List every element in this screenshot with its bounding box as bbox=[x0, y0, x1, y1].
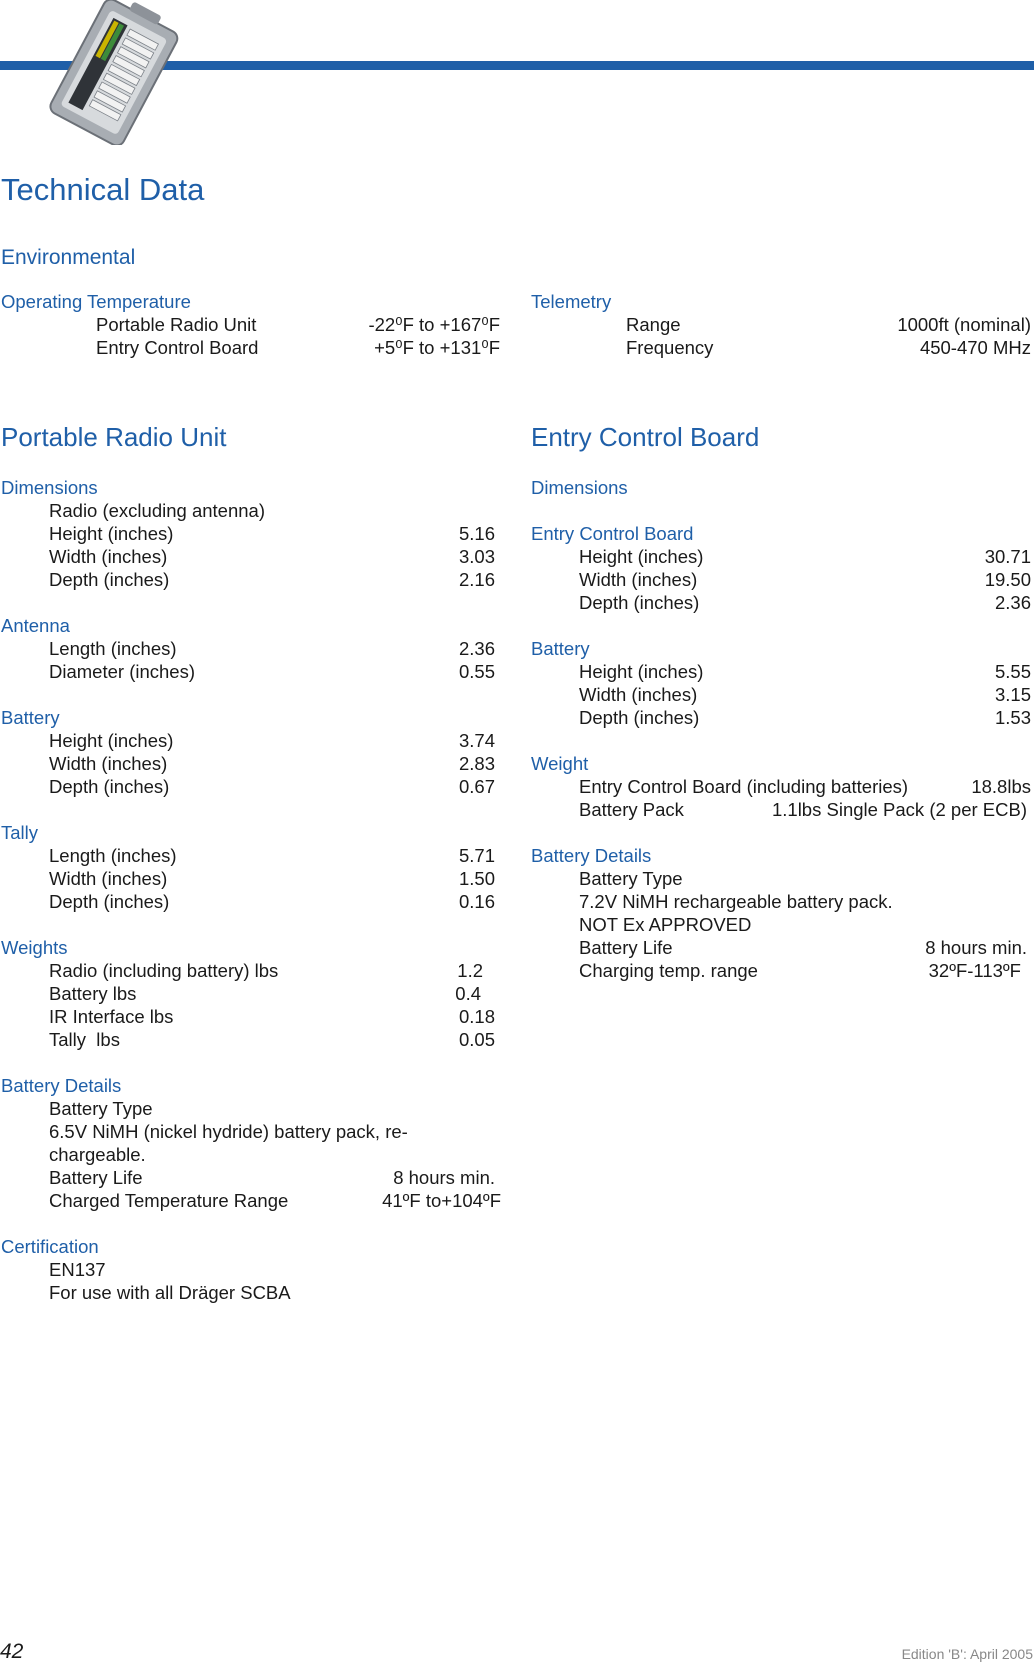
spec-row bbox=[1, 637, 495, 660]
spec-row bbox=[531, 798, 1031, 821]
spec-value: 1.53 bbox=[994, 707, 1031, 728]
spec-row bbox=[531, 936, 1031, 959]
spec-label: Charging temp. range bbox=[579, 960, 758, 981]
weight-title: Weight bbox=[531, 753, 589, 774]
spec-row bbox=[1, 775, 495, 798]
spec-value: 450-470 MHz bbox=[919, 337, 1031, 358]
spec-label: Width (inches) bbox=[579, 569, 698, 590]
tally-title: Tally bbox=[1, 822, 39, 843]
spec-label: Depth (inches) bbox=[579, 592, 700, 613]
spec-label: Diameter (inches) bbox=[49, 661, 195, 682]
spec-row bbox=[1, 1005, 495, 1028]
spec-value: 1.50 bbox=[458, 868, 495, 889]
dimensions-title: Dimensions bbox=[1, 477, 98, 498]
spec-value: 5.55 bbox=[994, 661, 1031, 682]
spec-label: IR Interface lbs bbox=[49, 1006, 174, 1027]
spec-label: Battery Life bbox=[49, 1167, 143, 1188]
device-illustration bbox=[38, 0, 188, 145]
spec-label: Range bbox=[626, 314, 681, 335]
certification-line: EN137 bbox=[49, 1259, 106, 1280]
spec-label: Tally lbs bbox=[49, 1029, 120, 1050]
battery-type-line: chargeable. bbox=[49, 1144, 146, 1165]
spec-value: 1.2 bbox=[457, 960, 483, 981]
spec-value: 3.15 bbox=[994, 684, 1031, 705]
spec-label: Height (inches) bbox=[579, 546, 704, 567]
portable-radio-unit-specs bbox=[1, 476, 501, 1304]
battery-type-line: 7.2V NiMH rechargeable battery pack. bbox=[579, 891, 893, 912]
spec-value: 5.71 bbox=[458, 845, 495, 866]
spec-value: 1.1lbs Single Pack (2 per ECB) bbox=[771, 799, 1027, 820]
spec-label: Length (inches) bbox=[49, 638, 177, 659]
battery-type-label: Battery Type bbox=[579, 868, 683, 889]
battery-details-title: Battery Details bbox=[531, 845, 652, 866]
dimensions-note: Radio (excluding antenna) bbox=[49, 500, 265, 521]
spec-row bbox=[1, 1166, 495, 1189]
spec-label: Radio (including battery) lbs bbox=[49, 960, 279, 981]
spec-label: Length (inches) bbox=[49, 845, 177, 866]
spec-row bbox=[531, 591, 1031, 614]
operating-temperature-title: Operating Temperature bbox=[1, 291, 191, 312]
spec-label: Height (inches) bbox=[579, 661, 704, 682]
spec-row bbox=[531, 336, 1031, 359]
battery-type-line: 6.5V NiMH (nickel hydride) battery pack, re- bbox=[49, 1121, 408, 1142]
spec-value: 2.36 bbox=[458, 638, 495, 659]
spec-value: 3.74 bbox=[458, 730, 495, 751]
spec-label: Charged Temperature Range bbox=[49, 1190, 289, 1211]
portable-radio-unit-heading: Portable Radio Unit bbox=[1, 422, 227, 452]
spec-label: Depth (inches) bbox=[49, 569, 170, 590]
spec-row bbox=[1, 545, 495, 568]
spec-label: Entry Control Board (including batteries) bbox=[579, 776, 909, 797]
spec-row bbox=[1, 1189, 501, 1212]
entry-control-board-heading: Entry Control Board bbox=[531, 422, 760, 452]
spec-row bbox=[1, 959, 495, 982]
spec-row bbox=[531, 545, 1031, 568]
spec-label: Depth (inches) bbox=[49, 776, 170, 797]
spec-row bbox=[531, 660, 1031, 683]
telemetry-title: Telemetry bbox=[531, 291, 612, 312]
weights-title: Weights bbox=[1, 937, 68, 958]
approval-note: NOT Ex APPROVED bbox=[579, 914, 752, 935]
spec-row bbox=[531, 568, 1031, 591]
spec-value: 0.16 bbox=[458, 891, 495, 912]
spec-row bbox=[1, 890, 495, 913]
spec-row bbox=[531, 706, 1031, 729]
spec-label: Width (inches) bbox=[579, 684, 698, 705]
entry-control-board-title: Entry Control Board bbox=[531, 523, 694, 544]
spec-label: Portable Radio Unit bbox=[96, 314, 257, 335]
spec-value: 0.55 bbox=[458, 661, 495, 682]
spec-value: 2.83 bbox=[458, 753, 495, 774]
spec-row bbox=[1, 1028, 495, 1051]
spec-label: Height (inches) bbox=[49, 730, 174, 751]
spec-value: 5.16 bbox=[458, 523, 495, 544]
spec-row bbox=[1, 660, 495, 683]
spec-row bbox=[1, 522, 495, 545]
dimensions-title: Dimensions bbox=[531, 477, 628, 498]
spec-row bbox=[531, 683, 1031, 706]
spec-value: 0.18 bbox=[458, 1006, 495, 1027]
spec-label: Height (inches) bbox=[49, 523, 174, 544]
certification-line: For use with all Dräger SCBA bbox=[49, 1282, 291, 1303]
spec-value: +5⁰F to +131⁰F bbox=[374, 337, 500, 358]
spec-value: 41ºF to+104ºF bbox=[382, 1190, 501, 1211]
spec-label: Battery Life bbox=[579, 937, 673, 958]
spec-row bbox=[1, 336, 500, 359]
spec-label: Frequency bbox=[626, 337, 714, 358]
spec-label: Entry Control Board bbox=[96, 337, 259, 358]
spec-label: Depth (inches) bbox=[579, 707, 700, 728]
spec-value: 0.05 bbox=[458, 1029, 495, 1050]
spec-label: Battery lbs bbox=[49, 983, 137, 1004]
spec-row bbox=[531, 959, 1031, 982]
spec-row bbox=[1, 568, 495, 591]
page-number: 42 bbox=[0, 1640, 24, 1663]
edition-note: Edition 'B': April 2005 bbox=[901, 1646, 1033, 1662]
spec-row bbox=[531, 775, 1031, 798]
spec-row bbox=[531, 313, 1031, 336]
spec-row bbox=[1, 867, 495, 890]
entry-control-board-specs bbox=[531, 476, 1031, 982]
spec-row bbox=[1, 844, 495, 867]
spec-value: 8 hours min. bbox=[925, 937, 1027, 958]
spec-label: Battery Pack bbox=[579, 799, 684, 820]
spec-label: Width (inches) bbox=[49, 753, 168, 774]
spec-value: 0.67 bbox=[458, 776, 495, 797]
battery-details-title: Battery Details bbox=[1, 1075, 122, 1096]
telemetry-block bbox=[531, 290, 1031, 359]
spec-row bbox=[1, 313, 500, 336]
environmental-heading: Environmental bbox=[1, 246, 136, 269]
spec-value: 8 hours min. bbox=[393, 1167, 495, 1188]
spec-label: Depth (inches) bbox=[49, 891, 170, 912]
spec-label: Width (inches) bbox=[49, 546, 168, 567]
spec-row bbox=[1, 729, 495, 752]
battery-title: Battery bbox=[531, 638, 590, 659]
spec-value: 0.4 bbox=[455, 983, 481, 1004]
battery-title: Battery bbox=[1, 707, 60, 728]
spec-row bbox=[1, 982, 495, 1005]
spec-value: 19.50 bbox=[984, 569, 1031, 590]
spec-value: -22⁰F to +167⁰F bbox=[368, 314, 500, 335]
spec-value: 3.03 bbox=[458, 546, 495, 567]
spec-value: 1000ft (nominal) bbox=[897, 314, 1031, 335]
spec-value: 2.36 bbox=[994, 592, 1031, 613]
certification-title: Certification bbox=[1, 1236, 99, 1257]
antenna-title: Antenna bbox=[1, 615, 70, 636]
operating-temperature-block bbox=[1, 290, 500, 359]
page-title: Technical Data bbox=[1, 172, 205, 207]
spec-value: 18.8lbs bbox=[971, 776, 1031, 797]
spec-label: Width (inches) bbox=[49, 868, 168, 889]
spec-value: 32ºF-113ºF bbox=[928, 960, 1021, 981]
spec-row bbox=[1, 752, 495, 775]
battery-type-label: Battery Type bbox=[49, 1098, 153, 1119]
spec-value: 30.71 bbox=[984, 546, 1031, 567]
spec-value: 2.16 bbox=[458, 569, 495, 590]
